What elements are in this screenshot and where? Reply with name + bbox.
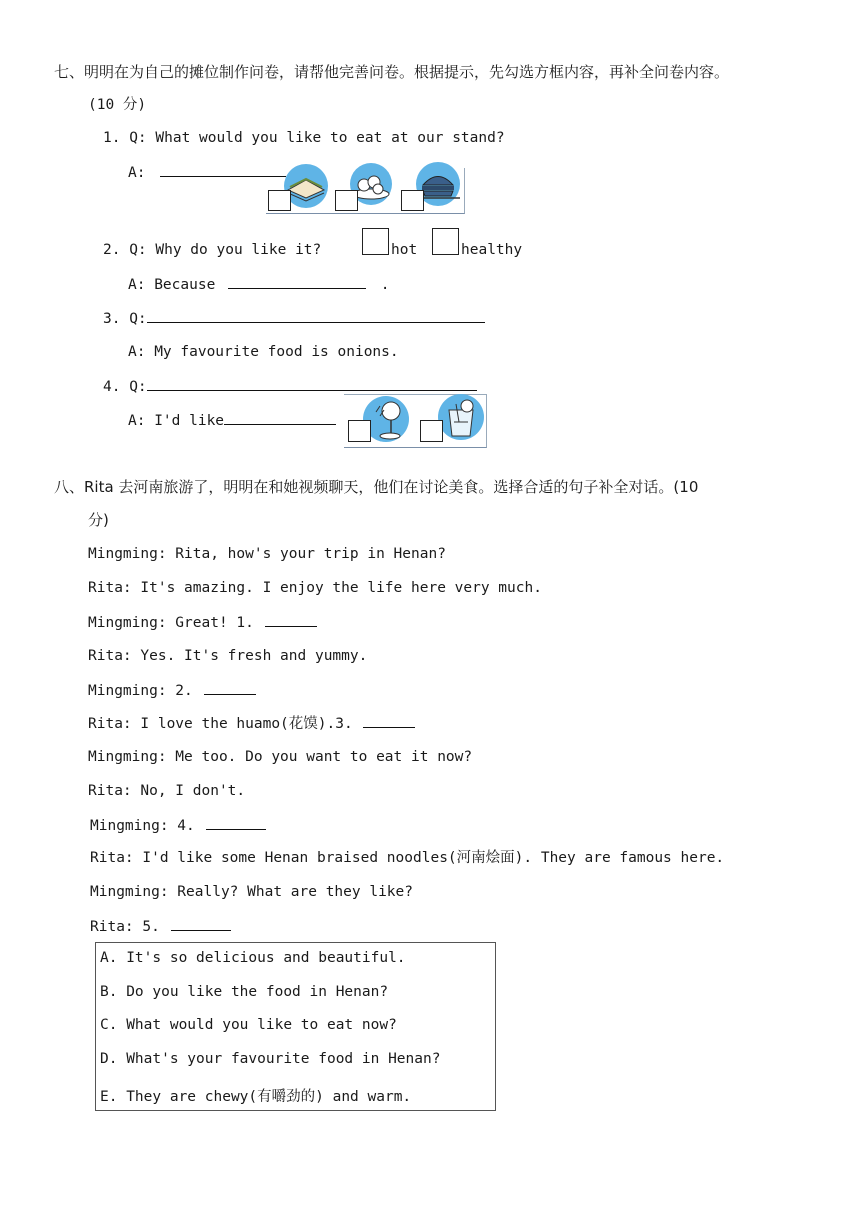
q4-question-blank[interactable] (147, 376, 477, 391)
q3-question (103, 308, 485, 329)
dialogue-blank-1[interactable] (265, 612, 317, 627)
q4-number: 4. (103, 379, 121, 395)
dialogue-line-2: Rita: It's amazing. I enjoy the life here very much. (88, 580, 542, 596)
q4-answer (128, 410, 356, 431)
q4-answer-blank[interactable] (224, 410, 336, 425)
q2-period: . (380, 277, 390, 293)
dialogue-blank-4[interactable] (206, 815, 266, 830)
q2-answer-label: A: Because (128, 277, 216, 293)
q2-number: 2. (103, 242, 121, 258)
q4-answer-label: A: I'd like (128, 413, 225, 429)
q2-answer-blank[interactable] (228, 274, 366, 289)
q1-answer (128, 162, 286, 183)
option-b: B. Do you like the food in Henan? (100, 984, 389, 1000)
dialogue-line-9-text: Mingming: 4. (90, 818, 195, 834)
dialogue-blank-3[interactable] (363, 713, 415, 728)
dialogue-line-12-text: Rita: 5. (90, 919, 160, 935)
q3-question-blank[interactable] (147, 308, 485, 323)
option-d: D. What's your favourite food in Henan? (100, 1051, 441, 1067)
dialogue-line-3-text: Mingming: Great! 1. (88, 615, 254, 631)
dialogue-line-1: Mingming: Rita, how's your trip in Henan? (88, 546, 446, 562)
q1-food-pictures (266, 160, 466, 216)
section7-heading: 七、明明在为自己的摊位制作问卷，请帮他完善问卷。根据提示，先勾选方框内容，再补全问卷内容。 (54, 63, 730, 81)
q4-option-1-checkbox[interactable] (348, 420, 371, 442)
q1-option-2-checkbox[interactable] (335, 190, 358, 211)
q1-text: Q: What would you like to eat at our stand? (129, 130, 505, 146)
dialogue-blank-2[interactable] (204, 680, 256, 695)
section8-heading: 八、Rita 去河南旅游了，明明在和她视频聊天，他们在讨论美食。选择合适的句子补全对话。(10 (54, 478, 699, 496)
dialogue-line-10: Rita: I'd like some Henan braised noodles(河南烩面). They are famous here. (90, 850, 725, 866)
section8-points: 分) (88, 511, 109, 529)
juice-icon (438, 394, 484, 440)
options-box (95, 942, 496, 1111)
q1-number: 1. (103, 130, 121, 146)
dialogue-line-6 (88, 713, 415, 734)
option-c: C. What would you like to eat now? (100, 1017, 397, 1033)
q4-option-2-checkbox[interactable] (420, 420, 443, 442)
q2-question (103, 240, 321, 260)
dialogue-line-3 (88, 612, 317, 633)
q1-question (103, 128, 505, 148)
dialogue-line-5 (88, 680, 256, 701)
dialogue-line-7: Mingming: Me too. Do you want to eat it now? (88, 749, 473, 765)
q4-label: Q: (129, 379, 147, 395)
section7-points: (10 分) (88, 97, 147, 113)
q3-number: 3. (103, 311, 121, 327)
q3-answer: A: My favourite food is onions. (128, 344, 399, 360)
dialogue-line-12 (90, 916, 231, 937)
q2-text: Q: Why do you like it? (129, 242, 322, 258)
q3-label: Q: (129, 311, 147, 327)
dialogue-line-9 (90, 815, 266, 836)
dialogue-line-8: Rita: No, I don't. (88, 783, 246, 799)
q2-healthy-label: healthy (461, 242, 523, 258)
q1-option-1-checkbox[interactable] (268, 190, 291, 211)
dialogue-blank-5[interactable] (171, 916, 231, 931)
dialogue-line-5-text: Mingming: 2. (88, 683, 193, 699)
dialogue-line-11: Mingming: Really? What are they like? (90, 884, 414, 900)
option-e: E. They are chewy(有嚼劲的) and warm. (100, 1089, 412, 1105)
dialogue-line-6-text: Rita: I love the huamo(花馍).3. (88, 716, 353, 732)
q2-hot-label: hot (391, 242, 418, 258)
q1-answer-label: A: (128, 165, 146, 181)
q2-answer (128, 274, 390, 295)
option-a: A. It's so delicious and beautiful. (100, 950, 406, 966)
q1-option-3-checkbox[interactable] (401, 190, 424, 211)
dialogue-line-4: Rita: Yes. It's fresh and yummy. (88, 648, 368, 664)
q2-hot-checkbox[interactable] (362, 228, 389, 255)
q2-healthy-checkbox[interactable] (432, 228, 459, 255)
